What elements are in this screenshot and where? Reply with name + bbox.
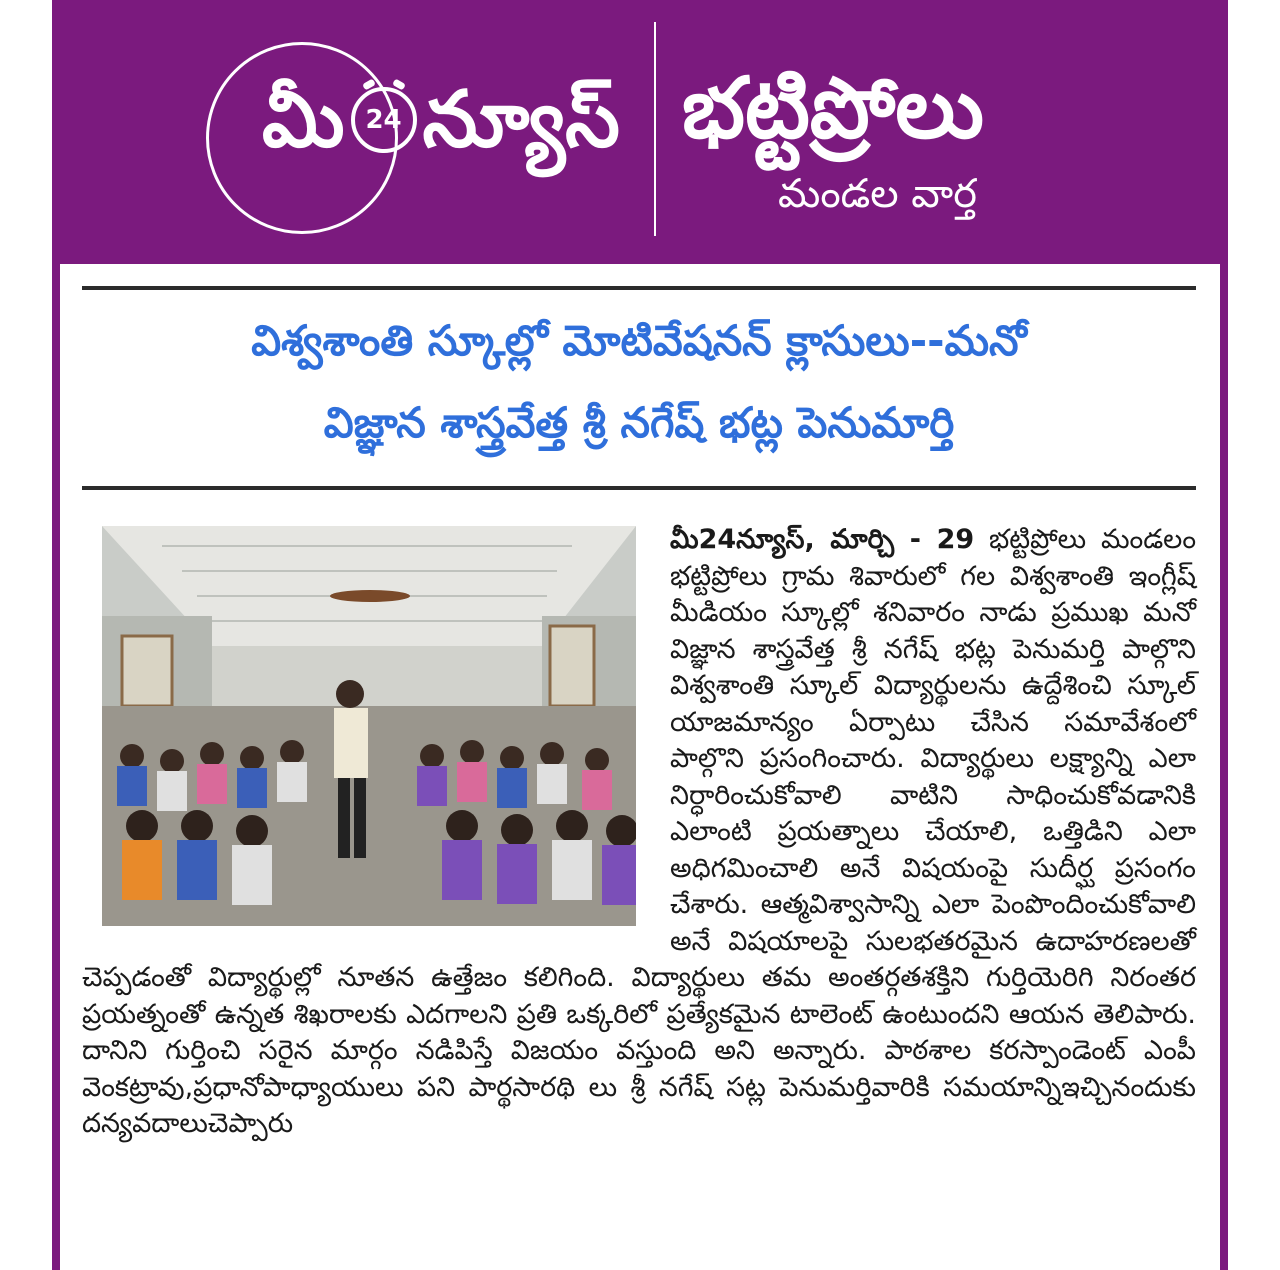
mandal-subtitle: మండల వార్త (778, 171, 977, 217)
article-sheet (60, 264, 1220, 1270)
masthead (52, 0, 1228, 264)
clock-icon (351, 87, 417, 153)
headline-line-2: విజ్ఞాన శాస్త్రవేత్త శ్రీ నగేష్ భట్ల పెనుమార్తి (323, 398, 955, 447)
logo-prefix: మీ (262, 75, 345, 165)
logo (262, 60, 620, 180)
logo-suffix: న్యూస్ (422, 75, 620, 165)
headline-rule-bottom (82, 486, 1196, 490)
article-dateline: మీ24న్యూస్, మార్చి - 29 (670, 524, 975, 555)
logo-clock-number: 24 (365, 105, 402, 135)
article-body (82, 522, 1196, 1143)
article-headline (82, 300, 1196, 464)
header-divider (654, 22, 656, 236)
mandal-name: భట్టిప్రోలు (682, 59, 984, 157)
headline-line-1: విశ్వశాంతి స్కూల్లో మోటివేషనన్ క్లాసులు--మనో (251, 316, 1027, 365)
headline-rule-top (82, 286, 1196, 290)
photo-wrap-spacer (82, 522, 670, 940)
page-frame (52, 0, 1228, 1270)
article-text: భట్టిప్రోలు మండలం భట్టిప్రోలు గ్రామ శివారులో గల విశ్వశాంతి ఇంగ్లీష్ మీడియం స్కూల్లో శనివారం నాడు ప్రముఖ మనో విజ్ఞాన శాస్త్రవేత్త శ్రీ నగేష్ భట్ల పెనుమర్తి పాల్గొని విశ్వశాంతి స్కూల్ విద్యార్థులను ఉద్దేశించి స్కూల్ యాజమాన్యం ఏర్పాటు చేసిన సమావేశంలో పాల్గొని ప్రసంగించారు. విద్యార్థులు లక్ష్యాన్ని ఎలా నిర్ధారించుకోవాలి వాటిని సాధించుకోవడానికి ఎలాంటి ప్రయత్నాలు చేయాలి, ఒత్తిడిని ఎలా అధిగమించాలి అనే విషయంపై సుదీర్ఘ ప్రసంగం చేశారు. ఆత్మవిశ్వాసాన్ని ఎలా పెంపొందించుకోవాలి అనే విషయాలపై సులభతరమైన ఉదాహరణలతో చెప్పడంతో విద్యార్థుల్లో నూతన ఉత్తేజం కలిగింది. విద్యార్థులు తమ అంతర్గతశక్తిని గుర్తియెరిగి నిరంతర ప్రయత్నంతో ఉన్నత శిఖరాలకు ఎదగాలని ప్రతి ఒక్కరిలో ప్రత్యేకమైన టాలెంట్ ఉంటుందని ఆయన తెలిపారు. దానిని గుర్తించి సరైన మార్గం నడిపిస్తే విజయం వస్తుంది అని అన్నారు. పాఠశాల కరస్పాండెంట్ ఎంపీ వెంకట్రావు,ప్రధానోపాధ్యాయులు పని పార్థసారథి లు శ్రీ నగేష్ సట్ల పెనుమర్తివారికి సమయాన్నిఇచ్చినందుకు దన్యవదాలుచెప్పారు (82, 524, 1197, 1139)
